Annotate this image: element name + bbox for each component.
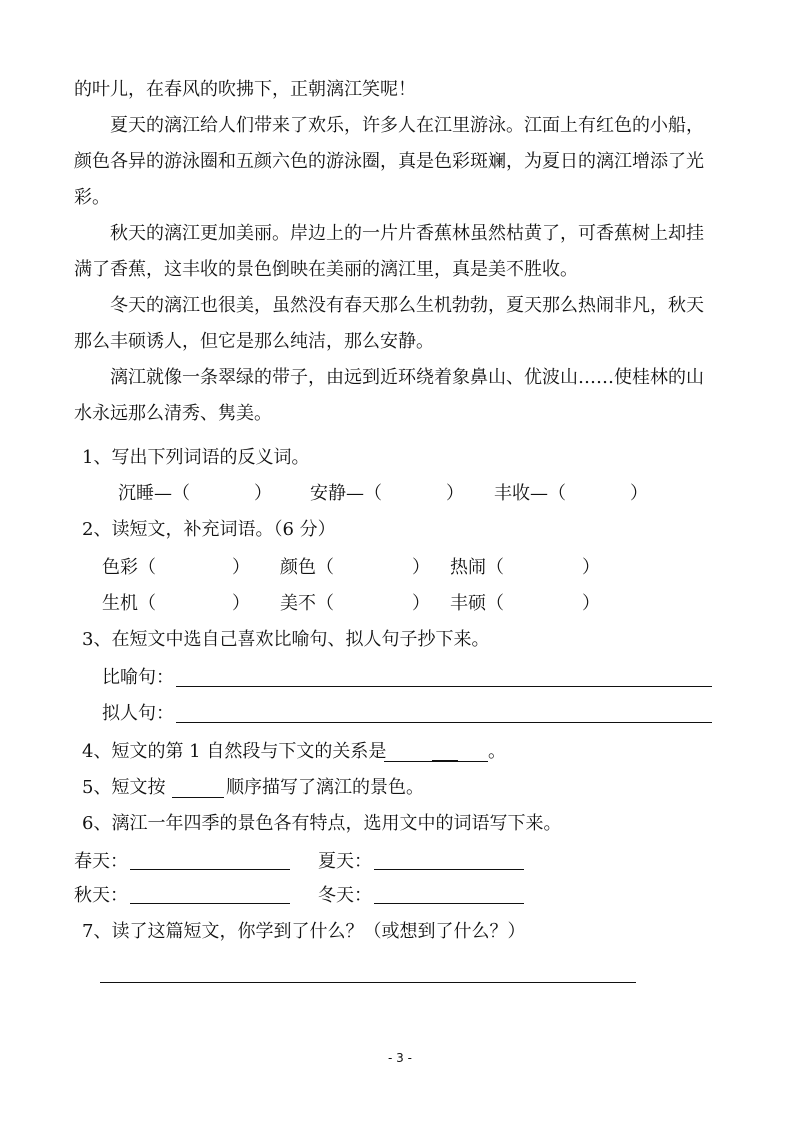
q6-label-summer: 夏天： — [318, 851, 372, 872]
question-5-prompt-start: 5、短文按 — [82, 777, 166, 798]
q1-item-2: 安静—（ — [310, 483, 382, 504]
passage-line: 的叶儿，在春风的吹拂下，正朝漓江笑呢！ — [74, 79, 416, 100]
q4-end: 。 — [488, 741, 506, 762]
page-number: - 3 - — [388, 1051, 412, 1065]
q3-label-personification: 拟人句： — [102, 703, 174, 724]
q2-close: ） — [412, 593, 430, 614]
q2-item: 颜色（ — [280, 557, 334, 578]
q3-simile-answer-line[interactable] — [176, 686, 712, 687]
passage-line: 秋天的漓江更加美丽。岸边上的一片片香蕉林虽然枯黄了，可香蕉树上却挂 — [110, 223, 704, 244]
passage-line: 那么丰硕诱人，但它是那么纯洁，那么安静。 — [74, 331, 434, 352]
passage-line: 彩。 — [74, 187, 110, 208]
passage-line: 颜色各异的游泳圈和五颜六色的游泳圈，真是色彩斑斓，为夏日的漓江增添了光 — [74, 151, 704, 172]
q4-answer-mark — [432, 760, 458, 761]
q2-close: ） — [412, 557, 430, 578]
q1-close: ） — [254, 483, 272, 504]
q6-winter-line[interactable] — [374, 903, 524, 904]
q2-close: ） — [232, 593, 250, 614]
passage-line: 满了香蕉，这丰收的景色倒映在美丽的漓江里，真是美不胜收。 — [74, 259, 578, 280]
q5-answer-line[interactable] — [172, 797, 224, 798]
q1-item-3: 丰收—（ — [494, 483, 566, 504]
q4-answer-line[interactable] — [384, 761, 488, 762]
q6-autumn-line[interactable] — [130, 903, 290, 904]
q2-item: 热闹（ — [450, 557, 504, 578]
q2-item: 美不（ — [280, 593, 334, 614]
passage-line: 漓江就像一条翠绿的带子，由远到近环绕着象鼻山、优波山……使桂林的山 — [110, 367, 704, 388]
q3-label-simile: 比喻句： — [102, 667, 174, 688]
q6-summer-line[interactable] — [374, 869, 524, 870]
q7-answer-line[interactable] — [100, 982, 636, 983]
question-7-prompt: 7、读了这篇短文，你学到了什么？（或想到了什么？） — [82, 921, 526, 942]
q2-item: 丰硕（ — [450, 593, 504, 614]
question-6-prompt: 6、漓江一年四季的景色各有特点，选用文中的词语写下来。 — [82, 813, 562, 834]
q2-close: ） — [582, 593, 600, 614]
q1-item-1: 沉睡—（ — [118, 483, 190, 504]
q6-label-autumn: 秋天： — [74, 885, 128, 906]
question-3-prompt: 3、在短文中选自己喜欢比喻句、拟人句子抄下来。 — [82, 629, 490, 650]
q2-item: 色彩（ — [102, 557, 156, 578]
q6-label-spring: 春天： — [74, 851, 128, 872]
question-4-prompt: 4、短文的第 1 自然段与下文的关系是 — [82, 741, 387, 762]
question-5-prompt-end: 顺序描写了漓江的景色。 — [226, 777, 424, 798]
q3-personification-answer-line[interactable] — [176, 722, 712, 723]
passage-line: 水永远那么清秀、隽美。 — [74, 403, 272, 424]
q1-close: ） — [446, 483, 464, 504]
q2-item: 生机（ — [102, 593, 156, 614]
q2-close: ） — [232, 557, 250, 578]
q6-label-winter: 冬天： — [318, 885, 372, 906]
q1-close: ） — [630, 483, 648, 504]
passage-line: 夏天的漓江给人们带来了欢乐，许多人在江里游泳。江面上有红色的小船， — [110, 115, 704, 136]
q6-spring-line[interactable] — [130, 869, 290, 870]
passage-line: 冬天的漓江也很美，虽然没有春天那么生机勃勃，夏天那么热闹非凡，秋天 — [110, 295, 704, 316]
question-2-prompt: 2、读短文，补充词语。（6 分） — [82, 519, 336, 540]
question-1-prompt: 1、写出下列词语的反义词。 — [82, 447, 310, 468]
q2-close: ） — [582, 557, 600, 578]
